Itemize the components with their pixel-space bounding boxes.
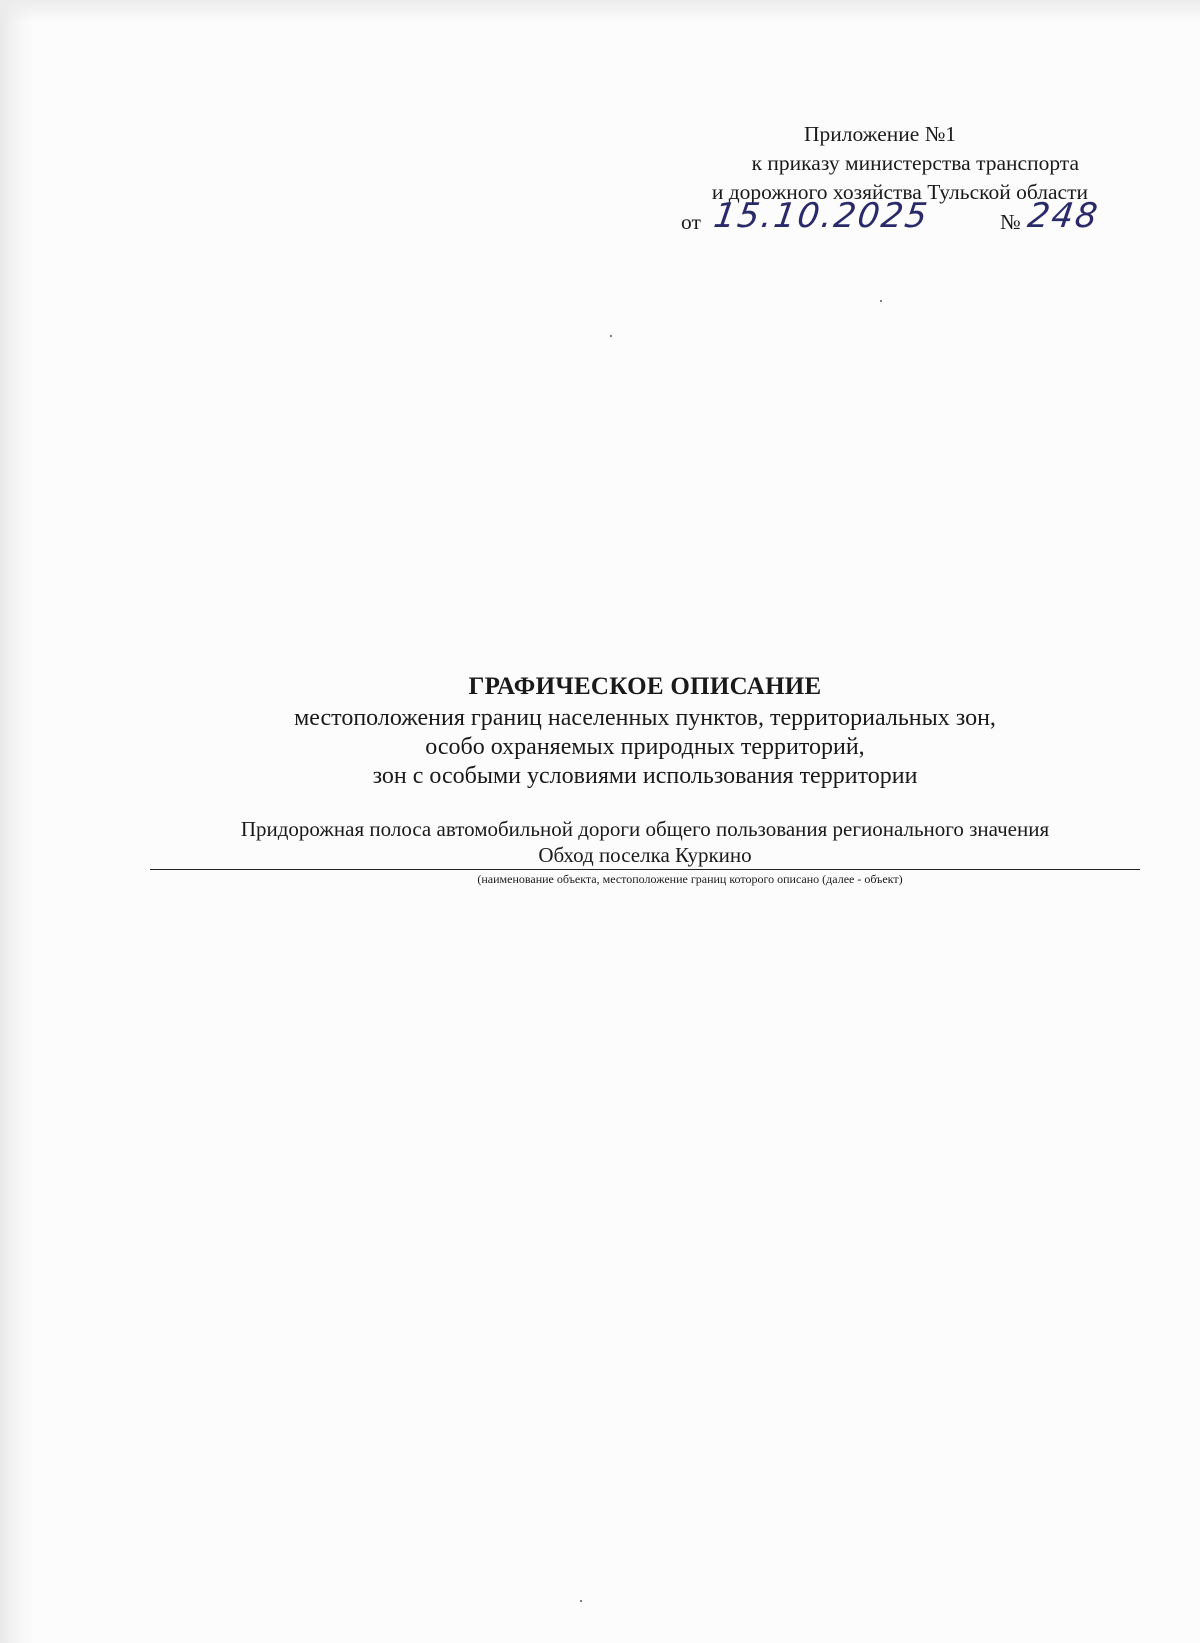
date-prefix: от (681, 210, 701, 234)
scan-shadow-top (0, 0, 1200, 22)
handwritten-date: 15.10.2025 (711, 196, 932, 236)
appendix-header (628, 120, 1088, 207)
object-name-line-2: Обход поселка Куркино (538, 843, 752, 867)
handwritten-number: 248 (1025, 196, 1102, 236)
appendix-order-line: к приказу министерства транспорта (751, 151, 1079, 175)
appendix-title: Приложение №1 (803, 122, 956, 146)
scan-speck (880, 300, 882, 302)
object-caption: (наименование объекта, местоположение границ которого описано (далее - объект) (477, 872, 903, 886)
object-underline (150, 869, 1140, 870)
number-prefix: № (1000, 210, 1021, 234)
order-date-number-row (664, 196, 1102, 240)
appendix-ministry-line: и дорожного хозяйства Тульской области (711, 180, 1088, 204)
scan-shadow-left (0, 0, 34, 1643)
scan-speck (580, 1600, 582, 1602)
title-block (150, 670, 1140, 791)
object-name-line-1: Придорожная полоса автомобильной дороги общего пользования регионального значения (240, 817, 1050, 841)
subtitle-line: зон с особыми условиями использования территории (372, 763, 918, 789)
subtitle-line: особо охраняемых природных территорий, (425, 734, 865, 760)
object-block (150, 816, 1140, 887)
subtitle-line: местоположения границ населенных пунктов, территориальных зон, (294, 705, 996, 731)
document-title: ГРАФИЧЕСКОЕ ОПИСАНИЕ (468, 673, 822, 700)
scan-speck (610, 335, 612, 337)
